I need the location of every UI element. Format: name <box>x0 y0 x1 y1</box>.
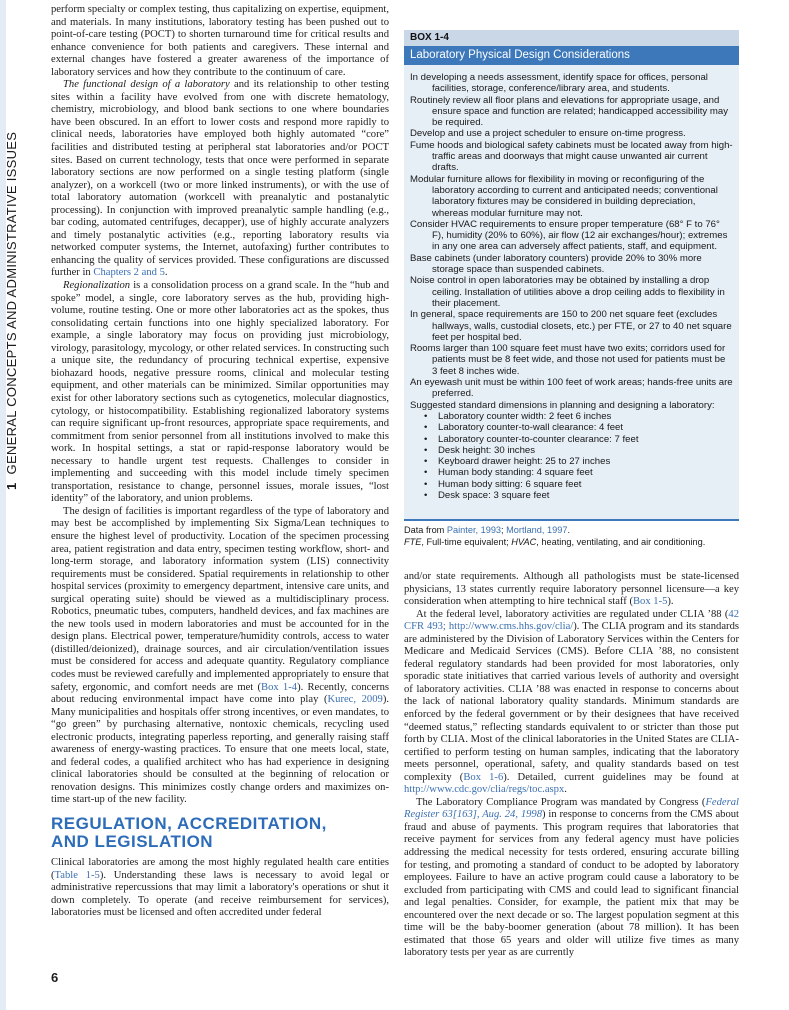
abbreviations-line <box>404 537 739 549</box>
dimension-bullet: • Laboratory counter-to-wall clearance: 4 feet <box>410 422 733 433</box>
box-1-6-link[interactable]: Box 1-6 <box>463 771 504 783</box>
box-bottom-rule <box>404 519 739 521</box>
box-item: In general, space requirements are 150 to 200 net square feet (excludes hallways, walls, custodial closets, etc.) per FTE, or 27 to 40 net square feet per hospital bed. <box>410 309 732 343</box>
box-item: Fume hoods and biological safety cabinets must be located away from high-traffic areas and doorways that might cause unwanted air current drafts. <box>410 139 733 174</box>
box-item: Consider HVAC requirements to ensure proper temperature (68° F to 76° F), humidity (20% to 60%), air flow (12 air exchanges/hour); extremes in any one area can adversely affect patients, staff, and equipment. <box>410 218 728 253</box>
paragraph-text: The design of facilities is important regardless of the type of laboratory and may best be accomplished by implementing Six Sigma/Lean techniques to ensure the highest level of productivity. Location of the specimen processing area, patient registration and data entry, specimen testing workflow, short- and long-term storage, and laboratory information system (LIS) connectivity requirements must be considered. Spatial requirements in relationship to other hospital services (proximity to emergency department, intensive care units, and surgical operating suite) should be viewed as a multidisciplinary process. Robotics, pneumatic tubes, computers, handheld devices, and fax machines are the new tools used in modern laboratories and must be accounted for in the design plans. Electrical power, temperature/humidity controls, access to water (distilled/deionized), drainage sources, and air circulation/ventilation issues must be considered for access and adequate quantity. Regulatory compliance codes must be reviewed carefully and implemented appropriately to ensure that safety, ergonomic, and comfort needs are met ( <box>51 505 389 693</box>
paragraph-text: ). Understanding these laws is necessary to avoid legal or administrative repercussions that may limit a laboratory's operations or shut it down completely. To operate (and receive reimbursement for services), laboratories must be licensed and often accredited under federal <box>51 869 389 919</box>
dimension-bullet: • Keyboard drawer height: 25 to 27 inches <box>410 456 733 467</box>
left-column <box>51 4 389 920</box>
paragraph <box>51 857 389 920</box>
table-1-5-link[interactable]: Table 1-5 <box>54 869 100 881</box>
paragraph <box>51 280 389 506</box>
box-source-note <box>404 525 739 548</box>
federal-register-link[interactable]: Federal Register 63[163], Aug. 24, 1998 <box>404 796 739 821</box>
paragraph-text: Clinical laboratories are among the most highly regulated health care entities ( <box>51 857 389 881</box>
note-text: , heating, ventilating, and air conditioning. <box>536 536 706 547</box>
box-item: In developing a needs assessment, identify space for offices, personal facilities, storage, conference/library area, and students. <box>410 72 708 95</box>
box-item: Noise control in open laboratories may be obtained by installing a drop ceiling. Installation of utilities above a drop ceiling adds to flexibility in their placement. <box>410 275 725 309</box>
abbreviation: HVAC <box>511 536 537 547</box>
box-item: Routinely review all floor plans and elevations for appropriate usage, and ensure space and function are related; handicapped accessibility may be required. <box>410 94 728 129</box>
box-1-4 <box>404 30 739 519</box>
box-body <box>404 65 739 501</box>
note-text: ; <box>501 525 507 535</box>
dimension-bullet: • Desk space: 3 square feet <box>410 490 733 501</box>
paragraph-text: ). Many municipalities and hospitals offer strong incentives, or even mandates, to “go green” by purchasing alternative, nontoxic chemicals, recycling used electronic products, integrating paperless reporting, and generally raising staff awareness of energy-wasting practices. To ensure that one meets local, state, and federal codes, a qualified architect who has had experience in designing clinical laboratories should be consulted at the beginning of relocation or renovation designs. This minimizes costly change orders and maximizes on-time start-up of the new facility. <box>51 694 389 806</box>
section-heading <box>51 815 389 851</box>
paragraph-text: . <box>564 784 567 796</box>
paragraph-text: The Laboratory Compliance Program was mandated by Congress ( <box>416 796 706 808</box>
heading-line: AND LEGISLATION <box>51 832 214 851</box>
box-item: Develop and use a project scheduler to ensure on-time progress. <box>410 128 686 140</box>
page-number: 6 <box>51 970 59 985</box>
chapter-number: 1 <box>4 482 19 490</box>
box-item: An eyewash unit must be within 100 feet of work areas; hands-free units are preferred. <box>410 377 733 400</box>
box-item: Modular furniture allows for flexibility in moving or reconfiguring of the laboratory according to current and anticipated needs; conventional laboratory fixtures may be considered in building depreciation, whereas modular furniture may not. <box>410 173 718 219</box>
paragraph <box>51 506 389 807</box>
dimension-bullet: • Desk height: 30 inches <box>410 445 733 456</box>
paragraph-text: perform specialty or complex testing, thus capitalizing on expertise, equipment, and materials. In many institutions, laboratory testing has been pushed out to point-of-care testing (POCT) to shorten turnaround time for critical results and enhance convenience for both patients and caregivers. These internal and external changes have fostered a greater awareness of the importance of laboratory services and how they contribute to the continuum of care. <box>51 4 389 78</box>
note-text: . <box>567 525 571 535</box>
dimension-bullet: • Human body standing: 4 square feet <box>410 467 733 478</box>
chapter-running-title <box>4 132 19 490</box>
heading-line: REGULATION, ACCREDITATION, <box>51 814 327 833</box>
note-text: , Full-time equivalent; <box>421 536 512 547</box>
dimension-bullet: • Human body sitting: 6 square feet <box>410 479 733 490</box>
note-text: Data from <box>404 525 447 535</box>
painter-citation-link[interactable]: Painter, 1993 <box>446 525 502 535</box>
paragraph <box>51 4 389 79</box>
chapter-sidebar <box>0 0 30 1010</box>
paragraph-text: . <box>164 267 168 279</box>
abbreviation: FTE <box>404 536 422 547</box>
cfr-link[interactable]: 42 CFR 493; http://www.cms.hhs.gov/clia/ <box>404 608 739 633</box>
box-1-4-link[interactable]: Box 1-4 <box>261 681 298 693</box>
emphasis-text: The functional design of a laboratory <box>63 79 230 91</box>
kurec-citation-link[interactable]: Kurec, 2009 <box>327 694 383 706</box>
chapters-link[interactable]: Chapters 2 and 5 <box>93 267 165 279</box>
box-item: Base cabinets (under laboratory counters) provide 20% to 30% more storage space than suspended cabinets. <box>410 252 702 276</box>
cdc-clia-link[interactable]: http://www.cdc.gov/clia/regs/toc.aspx <box>404 784 565 796</box>
paragraph-text: is a consolidation process on a grand scale. In the “hub and spoke” model, a single, core laboratory serves as the hub, providing high-volume, routine testing. One or more other laboratories act as the spokes, thus consolidating certain functions into one highly specialized laboratory. For example, a single laboratory may focus on providing just microbiology, virology, parasitology, mycology, or other related services. In constructing such a unique site, the redundancy of procuring technical expertise, expensive biohazard hoods, negative pressure rooms, clinical and molecular testing equipment, and other materials can be minimized. Similar opportunities may exist for other laboratory sections such as cytogenetics, molecular diagnostics, cytology, or histocompatibility. Establishing regionalized laboratory systems can require significant up-front resources, appropriate space requirements, and commitment from senior personnel from all institutions involved to make this work. In hospital settings, a stat or rapid-response laboratory would be necessary to handle urgent test requests. Challenges to consider in implementing and succeeding with this model include timely specimen transportation, resistance to change, personnel issues, morale issues, “lost identity” of the laboratory, and union problems. <box>51 280 389 505</box>
paragraph-text: ). <box>667 596 674 608</box>
box-item: Suggested standard dimensions in planning and designing a laboratory: <box>410 399 715 411</box>
paragraph-text: ). Recently, concerns about reducing environmental impact have come into play ( <box>51 681 389 706</box>
mortland-citation-link[interactable]: Mortland, 1997 <box>506 525 568 535</box>
paragraph <box>51 79 389 280</box>
paragraph <box>404 609 739 797</box>
paragraph-text: and/or state requirements. Although all pathologists must be state-licensed physicians, 13 states currently require laboratory personnel licensure—a key consideration when attempting to hire technical staff ( <box>404 571 739 608</box>
dimension-bullet: • Laboratory counter-to-counter clearance: 7 feet <box>410 434 733 445</box>
box-label: BOX 1-4 <box>404 30 739 46</box>
paragraph-text: At the federal level, laboratory activities are regulated under CLIA ’88 ( <box>416 608 729 620</box>
chapter-title: GENERAL CONCEPTS AND ADMINISTRATIVE ISSUES <box>4 131 19 475</box>
paragraph-text: ). The CLIA program and its standards are administered by the Division of Laboratory Services within the Centers for Medicare and Medicaid Services (CMS). Before CLIA ’88, no consistent federal regulatory standards had been provided for most laboratories, only sporadic state initiatives that carried various levels of authority and oversight of laboratory activities. CLIA ’88 was enacted in response to concerns about the lack of national laboratory quality standards. Minimum standards are enforced by the federal government or by their designees that have received “deemed status,” reflecting standards equivalent to or stricter than those put forth by CLIA. Most of the clinical laboratories in the United States are CLIA-certified to perform testing on human samples, indicating that the laboratory meets personnel, operational, safety, and quality standards based on test complexity ( <box>404 621 739 783</box>
box-1-5-link[interactable]: Box 1-5 <box>632 596 668 608</box>
dimension-bullet: • Laboratory counter width: 2 feet 6 inches <box>410 411 733 422</box>
box-title: Laboratory Physical Design Considerations <box>404 46 739 65</box>
paragraph-text: and its relationship to other testing sites within a facility have evolved from one with discrete hematology, chemistry, microbiology, and blood bank sections to one where boundaries have been obscured. In an effort to lower costs and respond more rapidly to clinical needs, laboratories have employed both highly automated “core” facilities and distributed testing at peripheral stat laboratories and/or POCT sites. Based on current technology, tests that once were performed in separate laboratory sections are now performed on a single testing platform (single analyzer), on a workcell (two or more linked instruments), or with the use of total laboratory automation (workcell with preanalytic and postanalytic processing). In conjunction with improved preanalytic sample handling (e.g., bar coding, automated centrifuges, decapper), use of highly accurate analyzers and timely postanalytic activities (e.g., reporting laboratory results via networked computer systems, the Internet, autofaxing) further contributes to enhancing the quality of services provided. These configurations are discussed further in <box>51 79 390 279</box>
emphasis-text: Regionalization <box>63 280 131 292</box>
paragraph <box>404 571 739 609</box>
source-line <box>404 525 739 537</box>
paragraph-text: ) in response to concerns from the CMS about fraud and abuse of payments. This program requires that laboratories that receive payment for services from any federal agency must have policies addressing the medical necessity for tests ordered, ensuring accurate billing for testing, and promoting a standard of conduct to be adopted by laboratory employees. Failure to have an active program could cause a laboratory to be excluded from participating with CMS and could lead to significant financial and legal penalties. Consider, for example, the patient mix that may be encountered over the next decade or so. The largest population segment at this time will be the baby-boomer generation (about 78 million). It has been estimated that those 65 years and older will utilize five times as many laboratory tests per year as are currently <box>404 809 739 959</box>
paragraph <box>404 797 739 960</box>
box-item: Rooms larger than 100 square feet must have two exits; corridors used for patients must be 8 feet wide, and those not used for patients must be 3 feet 8 inches wide. <box>410 343 726 377</box>
paragraph-text: ). Detailed, current guidelines may be found at <box>503 771 740 783</box>
right-column <box>404 571 739 960</box>
